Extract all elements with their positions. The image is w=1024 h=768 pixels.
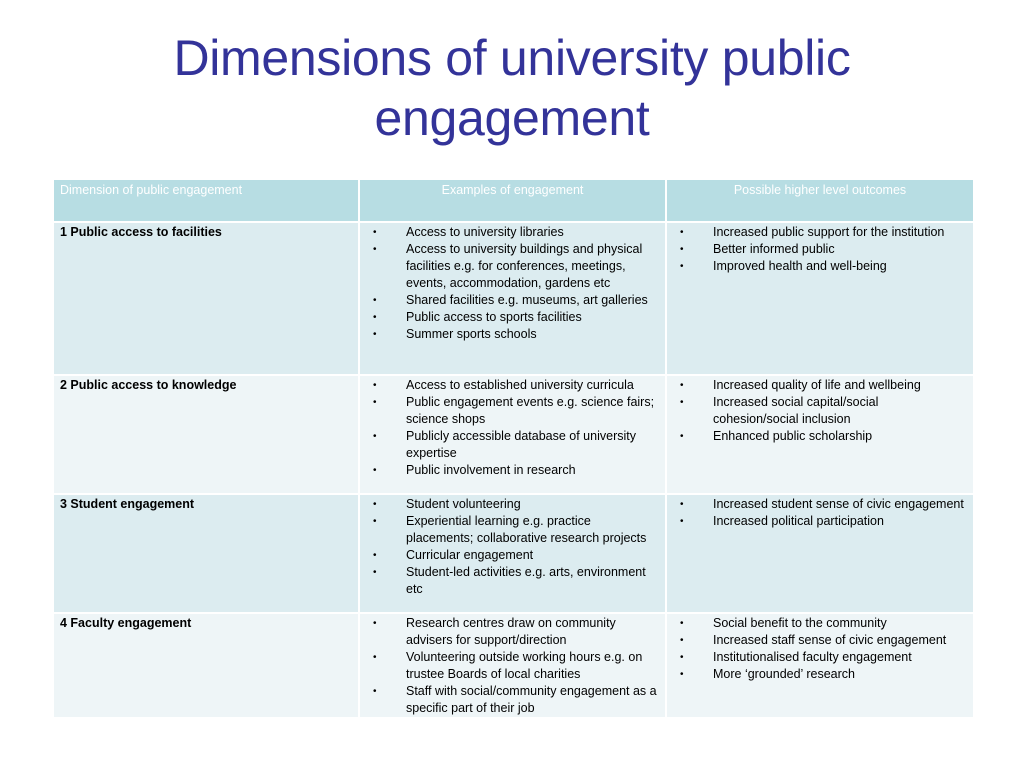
bullet-icon: • bbox=[373, 227, 377, 238]
bullet-icon: • bbox=[680, 380, 684, 391]
list-item-text: Increased quality of life and wellbeing bbox=[713, 378, 921, 392]
list-item bbox=[366, 649, 659, 683]
list-item-text: Access to established university curricula bbox=[406, 378, 634, 392]
examples-cell bbox=[359, 222, 666, 375]
bullet-icon: • bbox=[373, 567, 377, 578]
outcomes-list bbox=[673, 377, 967, 445]
examples-cell bbox=[359, 494, 666, 613]
bullet-icon: • bbox=[373, 499, 377, 510]
list-item-text: Social benefit to the community bbox=[713, 616, 887, 630]
list-item bbox=[366, 428, 659, 462]
list-item bbox=[366, 564, 659, 598]
list-item-text: Access to university buildings and physical facilities e.g. for conferences, meetings, events, accommodation, gardens etc bbox=[406, 242, 643, 290]
list-item bbox=[673, 428, 967, 445]
table-row bbox=[53, 613, 974, 718]
list-item-text: Shared facilities e.g. museums, art galleries bbox=[406, 293, 648, 307]
examples-list bbox=[366, 377, 659, 479]
list-item bbox=[366, 292, 659, 309]
list-item bbox=[366, 683, 659, 717]
table-body bbox=[53, 222, 974, 718]
dimension-cell: 2 Public access to knowledge bbox=[53, 375, 359, 494]
examples-list bbox=[366, 615, 659, 717]
bullet-icon: • bbox=[373, 312, 377, 323]
bullet-icon: • bbox=[680, 618, 684, 629]
outcomes-cell bbox=[666, 613, 974, 718]
list-item-text: Student volunteering bbox=[406, 497, 521, 511]
bullet-icon: • bbox=[680, 244, 684, 255]
list-item bbox=[673, 241, 967, 258]
list-item-text: Staff with social/community engagement as a specific part of their job bbox=[406, 684, 657, 715]
list-item-text: Improved health and well-being bbox=[713, 259, 887, 273]
list-item bbox=[366, 462, 659, 479]
table-row bbox=[53, 494, 974, 613]
outcomes-list bbox=[673, 615, 967, 683]
list-item-text: Institutionalised faculty engagement bbox=[713, 650, 912, 664]
list-item bbox=[366, 615, 659, 649]
bullet-icon: • bbox=[680, 261, 684, 272]
list-item-text: Increased student sense of civic engagement bbox=[713, 497, 964, 511]
examples-cell bbox=[359, 375, 666, 494]
list-item bbox=[366, 394, 659, 428]
header-outcomes: Possible higher level outcomes bbox=[666, 179, 974, 222]
bullet-icon: • bbox=[373, 397, 377, 408]
outcomes-cell bbox=[666, 222, 974, 375]
list-item-text: Public involvement in research bbox=[406, 463, 576, 477]
list-item bbox=[673, 513, 967, 530]
list-item-text: Increased social capital/social cohesion/social inclusion bbox=[713, 395, 879, 426]
list-item-text: Public access to sports facilities bbox=[406, 310, 582, 324]
list-item-text: Summer sports schools bbox=[406, 327, 537, 341]
list-item bbox=[366, 224, 659, 241]
bullet-icon: • bbox=[680, 669, 684, 680]
bullet-icon: • bbox=[373, 550, 377, 561]
list-item-text: Volunteering outside working hours e.g. on trustee Boards of local charities bbox=[406, 650, 643, 681]
list-item-text: Student-led activities e.g. arts, environment etc bbox=[406, 565, 646, 596]
list-item bbox=[673, 394, 967, 428]
list-item bbox=[673, 615, 967, 632]
examples-list bbox=[366, 224, 659, 343]
bullet-icon: • bbox=[373, 686, 377, 697]
outcomes-cell bbox=[666, 375, 974, 494]
list-item bbox=[673, 649, 967, 666]
list-item-text: Access to university libraries bbox=[406, 225, 564, 239]
bullet-icon: • bbox=[373, 329, 377, 340]
table-row bbox=[53, 222, 974, 375]
dimension-cell: 4 Faculty engagement bbox=[53, 613, 359, 718]
examples-list bbox=[366, 496, 659, 598]
list-item bbox=[366, 309, 659, 326]
list-item-text: More ‘grounded’ research bbox=[713, 667, 855, 681]
slide-title: Dimensions of university public engagement bbox=[173, 30, 851, 146]
bullet-icon: • bbox=[680, 431, 684, 442]
bullet-icon: • bbox=[680, 652, 684, 663]
list-item-text: Better informed public bbox=[713, 242, 835, 256]
list-item bbox=[366, 241, 659, 292]
list-item bbox=[673, 632, 967, 649]
list-item-text: Publicly accessible database of university expertise bbox=[406, 429, 636, 460]
list-item-text: Research centres draw on community advisers for support/direction bbox=[406, 616, 616, 647]
dimension-cell: 1 Public access to facilities bbox=[53, 222, 359, 375]
list-item bbox=[366, 496, 659, 513]
bullet-icon: • bbox=[373, 431, 377, 442]
list-item bbox=[366, 377, 659, 394]
list-item-text: Experiential learning e.g. practice placements; collaborative research projects bbox=[406, 514, 647, 545]
bullet-icon: • bbox=[680, 635, 684, 646]
list-item bbox=[673, 666, 967, 683]
examples-cell bbox=[359, 613, 666, 718]
bullet-icon: • bbox=[680, 397, 684, 408]
bullet-icon: • bbox=[680, 516, 684, 527]
list-item bbox=[673, 496, 967, 513]
header-examples: Examples of engagement bbox=[359, 179, 666, 222]
list-item-text: Increased political participation bbox=[713, 514, 884, 528]
list-item bbox=[366, 326, 659, 343]
header-dimension: Dimension of public engagement bbox=[53, 179, 359, 222]
list-item bbox=[673, 377, 967, 394]
table-row bbox=[53, 375, 974, 494]
outcomes-list bbox=[673, 496, 967, 530]
list-item bbox=[366, 547, 659, 564]
list-item bbox=[673, 224, 967, 241]
bullet-icon: • bbox=[680, 499, 684, 510]
bullet-icon: • bbox=[373, 380, 377, 391]
list-item-text: Public engagement events e.g. science fairs; science shops bbox=[406, 395, 655, 426]
list-item bbox=[366, 513, 659, 547]
engagement-table bbox=[52, 178, 975, 719]
bullet-icon: • bbox=[373, 516, 377, 527]
list-item-text: Increased public support for the institution bbox=[713, 225, 945, 239]
list-item-text: Enhanced public scholarship bbox=[713, 429, 873, 443]
bullet-icon: • bbox=[373, 465, 377, 476]
list-item-text: Increased staff sense of civic engagement bbox=[713, 633, 947, 647]
bullet-icon: • bbox=[373, 295, 377, 306]
dimension-cell: 3 Student engagement bbox=[53, 494, 359, 613]
bullet-icon: • bbox=[373, 618, 377, 629]
outcomes-cell bbox=[666, 494, 974, 613]
outcomes-list bbox=[673, 224, 967, 275]
table-header-row bbox=[53, 179, 974, 222]
bullet-icon: • bbox=[680, 227, 684, 238]
bullet-icon: • bbox=[373, 652, 377, 663]
bullet-icon: • bbox=[373, 244, 377, 255]
list-item bbox=[673, 258, 967, 275]
list-item-text: Curricular engagement bbox=[406, 548, 534, 562]
